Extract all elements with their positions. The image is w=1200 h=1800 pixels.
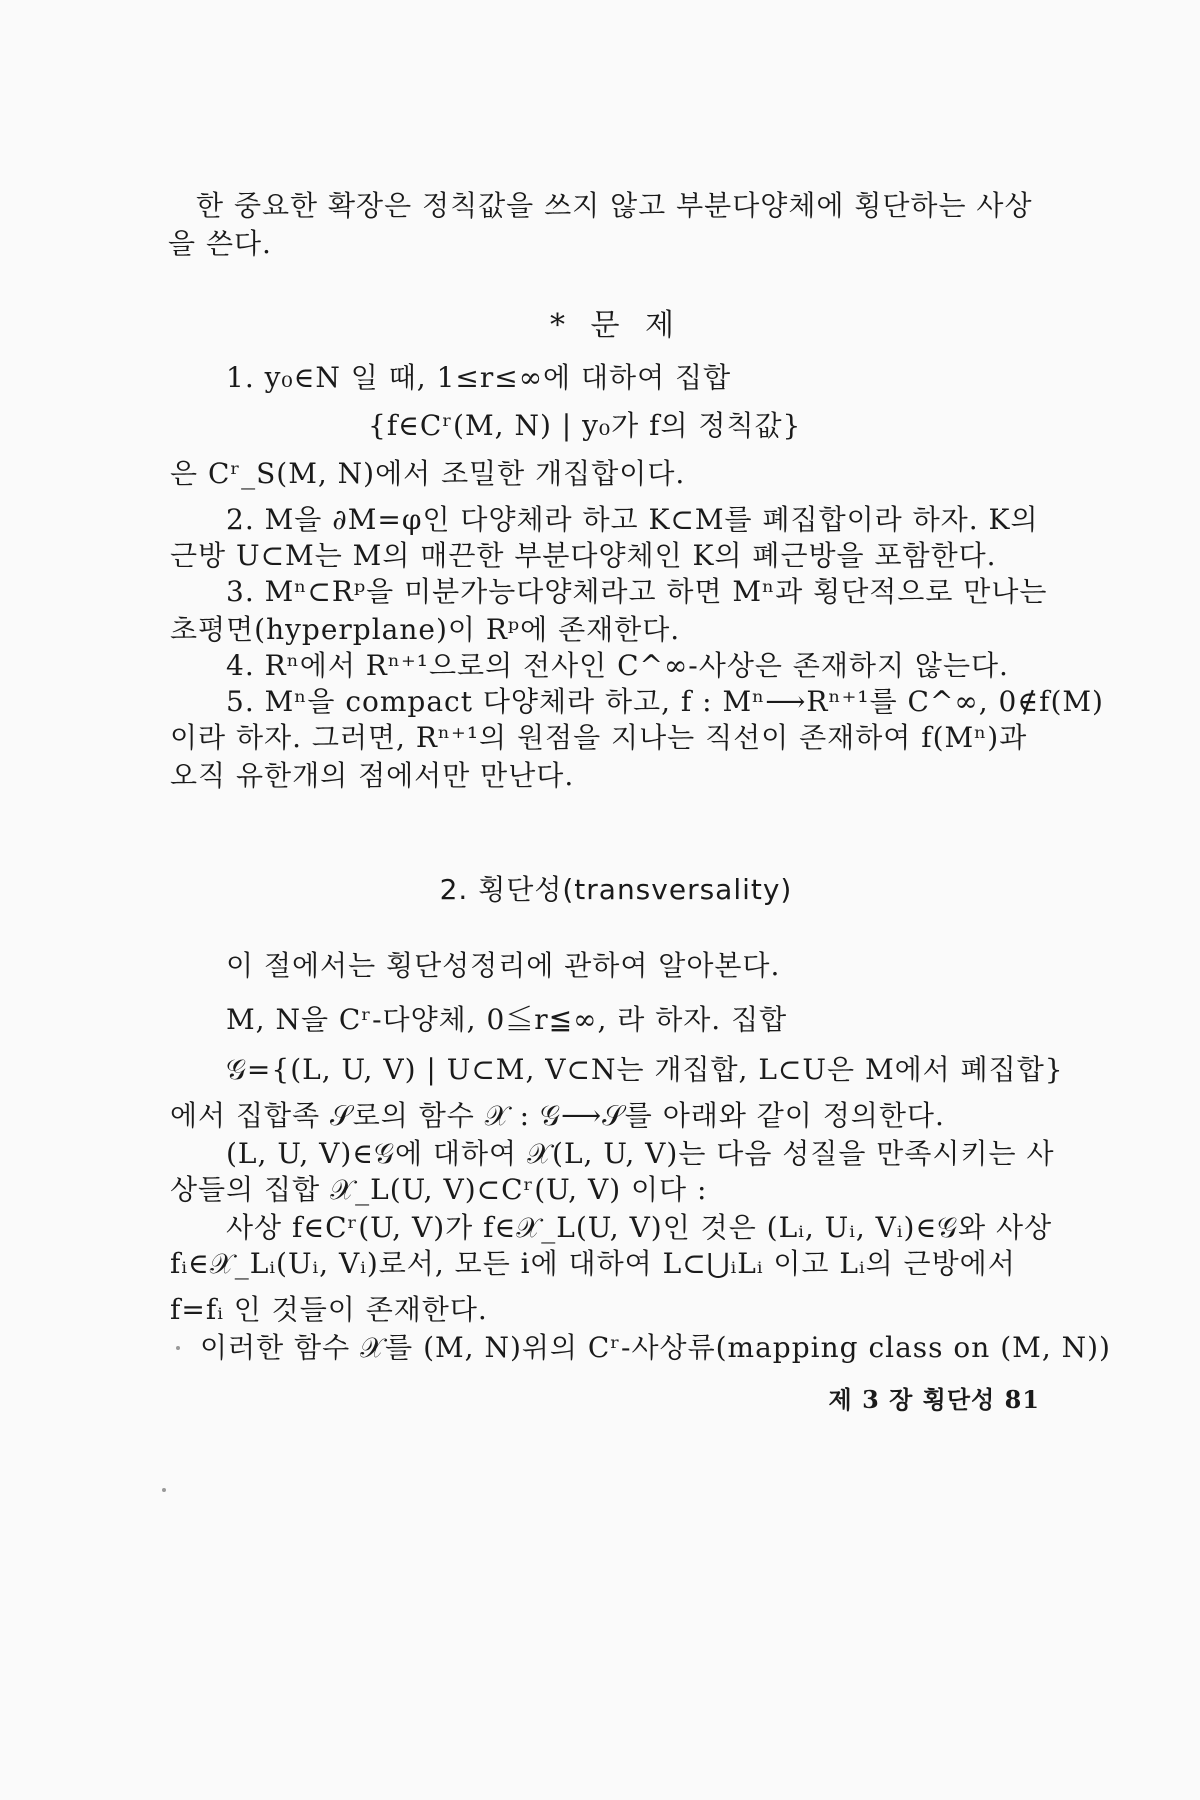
section-line-8: fᵢ∈𝒳_Lᵢ(Uᵢ, Vᵢ)로서, 모든 i에 대하여 L⊂⋃ᵢLᵢ 이고 Lᵢ의 근방에서 xyxy=(170,1247,1016,1280)
section-line-3: 𝒢={(L, U, V) | U⊂M, V⊂N는 개집합, L⊂U은 M에서 폐집합} xyxy=(226,1053,1064,1086)
problem-1-line-3: 은 Cʳ_S(M, N)에서 조밀한 개집합이다. xyxy=(170,457,686,490)
problem-3-line-1: 3. Mⁿ⊂Rᵖ을 미분가능다양체라고 하면 Mⁿ과 횡단적으로 만나는 xyxy=(226,575,1048,608)
scan-speck xyxy=(176,1346,180,1350)
section-heading: 2. 횡단성(transversality) xyxy=(439,873,793,906)
section-line-6: 상들의 집합 𝒳_L(U, V)⊂Cʳ(U, V) 이다 : xyxy=(170,1173,708,1206)
problem-5-line-3: 오직 유한개의 점에서만 만난다. xyxy=(170,759,575,792)
problem-5-line-1: 5. Mⁿ을 compact 다양체라 하고, f : Mⁿ⟶Rⁿ⁺¹를 C^∞, 0∉f(M) xyxy=(226,685,1104,718)
page-footer: 제 3 장 횡단성 81 xyxy=(828,1385,1040,1414)
problem-1-formula: {f∈Cʳ(M, N) | y₀가 f의 정칙값} xyxy=(368,409,802,442)
problem-2-line-2: 근방 U⊂M는 M의 매끈한 부분다양체인 K의 폐근방을 포함한다. xyxy=(170,539,997,572)
intro-line-2: 을 쓴다. xyxy=(168,227,272,260)
section-line-4: 에서 집합족 𝒮로의 함수 𝒳 : 𝒢⟶𝒮를 아래와 같이 정의한다. xyxy=(170,1099,945,1132)
section-line-10: 이러한 함수 𝒳를 (M, N)위의 Cʳ-사상류(mapping class on (M, N)) xyxy=(200,1331,1111,1364)
problem-4-line-1: 4. Rⁿ에서 Rⁿ⁺¹으로의 전사인 C^∞-사상은 존재하지 않는다. xyxy=(226,649,1009,682)
section-line-1: 이 절에서는 횡단성정리에 관하여 알아본다. xyxy=(226,949,781,982)
problem-1-line-1: 1. y₀∈N 일 때, 1≤r≤∞에 대하여 집합 xyxy=(226,361,732,394)
problem-2-line-1: 2. M을 ∂M=φ인 다양체라 하고 K⊂M를 폐집합이라 하자. K의 xyxy=(226,503,1039,536)
section-line-7: 사상 f∈Cʳ(U, V)가 f∈𝒳_L(U, V)인 것은 (Lᵢ, Uᵢ, Vᵢ)∈𝒢와 사상 xyxy=(226,1211,1053,1244)
problems-heading: * 문 제 xyxy=(549,308,683,343)
scan-speck xyxy=(162,1488,166,1492)
section-line-9: f=fᵢ 인 것들이 존재한다. xyxy=(170,1293,488,1326)
problem-3-line-2: 초평면(hyperplane)이 Rᵖ에 존재한다. xyxy=(170,613,681,646)
section-line-2: M, N을 Cʳ-다양체, 0≦r≦∞, 라 하자. 집합 xyxy=(226,1003,788,1036)
intro-line-1: 한 중요한 확장은 정칙값을 쓰지 않고 부분다양체에 횡단하는 사상 xyxy=(196,189,1033,222)
section-line-5: (L, U, V)∈𝒢에 대하여 𝒳(L, U, V)는 다음 성질을 만족시키는 사 xyxy=(226,1137,1055,1170)
problem-5-line-2: 이라 하자. 그러면, Rⁿ⁺¹의 원점을 지나는 직선이 존재하여 f(Mⁿ)과 xyxy=(170,721,1028,754)
